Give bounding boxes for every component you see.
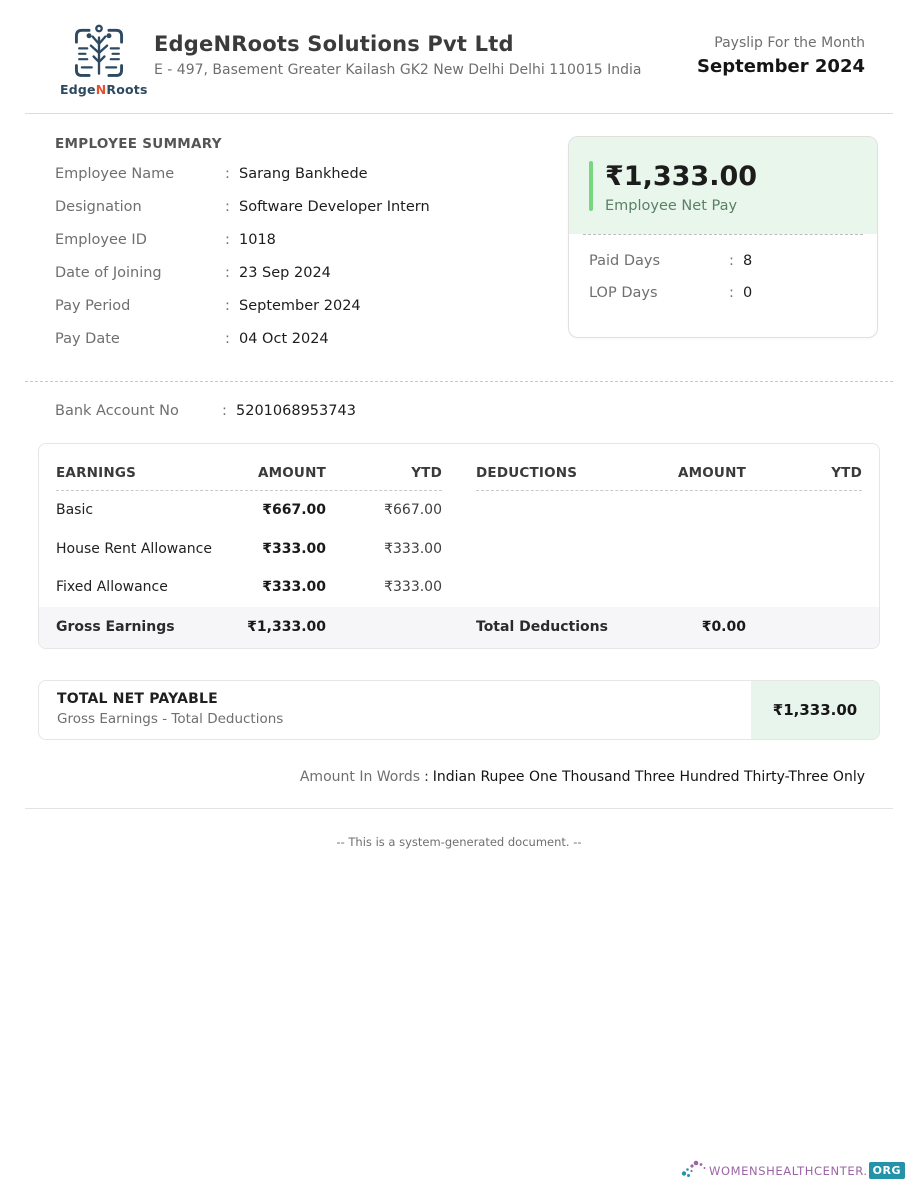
- column-header: YTD: [831, 465, 862, 481]
- separator: :: [225, 298, 230, 314]
- earning-name: Basic: [56, 502, 94, 519]
- deductions-header-row: [476, 460, 862, 486]
- employee-summary-title: EMPLOYEE SUMMARY: [55, 136, 222, 152]
- column-header: AMOUNT: [257, 465, 326, 481]
- earning-ytd: ₹333.00: [384, 579, 442, 596]
- total-net-payable-title: TOTAL NET PAYABLE: [57, 690, 218, 707]
- column-header: EARNINGS: [56, 465, 137, 481]
- summary-row-designation: [55, 199, 568, 232]
- amount-in-words-value: Indian Rupee One Thousand Three Hundred Thirty-Three Only: [432, 768, 865, 785]
- field-value: Sarang Bankhede: [239, 166, 368, 182]
- earning-name: Fixed Allowance: [56, 579, 168, 596]
- summary-row-pay-period: [55, 298, 568, 331]
- total-deductions-total: [459, 619, 879, 635]
- total-label: Total Deductions: [476, 619, 608, 635]
- separator: :: [225, 331, 230, 347]
- payslip-period: [697, 24, 865, 77]
- column-header: AMOUNT: [677, 465, 746, 481]
- company-name: EdgeNRoots Solutions Pvt Ltd: [154, 32, 514, 56]
- field-label: Employee ID: [55, 232, 147, 248]
- summary-row-employee-id: [55, 232, 568, 265]
- watermark: [681, 1162, 905, 1179]
- header: [0, 0, 918, 113]
- total-label: Gross Earnings: [56, 619, 175, 635]
- field-label: Employee Name: [55, 166, 175, 182]
- earning-amount: ₹333.00: [262, 540, 326, 557]
- field-value: 0: [743, 285, 753, 301]
- paid-days-row: [589, 253, 857, 285]
- deductions-table: [459, 460, 879, 607]
- payslip-month: September 2024: [697, 56, 865, 77]
- summary-row-pay-date: [55, 331, 568, 364]
- earnings-header-row: [56, 460, 442, 486]
- total-net-payable-subtitle: Gross Earnings - Total Deductions: [57, 710, 284, 727]
- net-pay-caption: Employee Net Pay: [605, 198, 738, 214]
- field-label: LOP Days: [589, 285, 658, 301]
- field-label: Bank Account No: [55, 403, 179, 419]
- field-label: Date of Joining: [55, 265, 162, 281]
- company-logo-icon: [70, 24, 128, 80]
- watermark-site-name: WOMENSHEALTHCENTER.: [709, 1163, 868, 1178]
- net-pay-card: [568, 136, 878, 338]
- summary-section: [0, 114, 918, 364]
- field-value: 1018: [239, 232, 276, 248]
- net-pay-amount: ₹1,333.00: [605, 161, 758, 192]
- field-value: 04 Oct 2024: [239, 331, 329, 347]
- total-amount: ₹1,333.00: [247, 619, 326, 635]
- earning-ytd: ₹667.00: [384, 502, 442, 519]
- total-net-payable-amount: ₹1,333.00: [751, 681, 879, 739]
- net-pay-highlight: [569, 137, 877, 234]
- earnings-table: [39, 460, 459, 607]
- column-header: DEDUCTIONS: [476, 465, 578, 481]
- table-row: [56, 568, 442, 607]
- company-logo: [60, 24, 148, 97]
- field-label: Pay Period: [55, 298, 131, 314]
- bank-account-number: 5201068953743: [236, 403, 356, 419]
- separator: :: [225, 265, 230, 281]
- gross-earnings-total: [39, 619, 459, 635]
- total-net-payable-info: [39, 681, 751, 739]
- net-pay-days: [569, 235, 877, 337]
- separator: :: [225, 199, 230, 215]
- field-label: Paid Days: [589, 253, 661, 269]
- table-row: [56, 530, 442, 569]
- table-totals-row: [39, 607, 879, 648]
- field-value: 23 Sep 2024: [239, 265, 331, 281]
- field-value: Software Developer Intern: [239, 199, 430, 215]
- footer-divider: [25, 808, 893, 809]
- bank-account-row: [0, 382, 918, 419]
- logo-wordmark: EdgeNRoots: [60, 82, 148, 97]
- net-pay-accent-bar: [589, 161, 593, 211]
- field-label: Pay Date: [55, 331, 120, 347]
- separator: :: [424, 768, 429, 785]
- field-value: 8: [743, 253, 753, 269]
- amount-in-words-row: [53, 769, 865, 785]
- earning-amount: ₹667.00: [262, 502, 326, 519]
- table-row: [56, 491, 442, 530]
- summary-row-employee-name: [55, 166, 568, 199]
- separator: :: [222, 403, 227, 419]
- amount-in-words-label: Amount In Words: [299, 768, 421, 785]
- company-info: [154, 24, 641, 78]
- total-net-payable-box: [38, 680, 880, 740]
- earnings-deductions-table: [38, 443, 880, 649]
- separator: :: [729, 285, 734, 301]
- summary-row-date-of-joining: [55, 265, 568, 298]
- deductions-empty-body: [476, 491, 862, 607]
- earning-ytd: ₹333.00: [384, 540, 442, 557]
- system-generated-note: -- This is a system-generated document. --: [336, 834, 582, 849]
- earning-name: House Rent Allowance: [56, 540, 212, 557]
- company-address: E - 497, Basement Greater Kailash GK2 New Delhi Delhi 110015 India: [154, 62, 642, 78]
- separator: :: [225, 166, 230, 182]
- employee-summary: [55, 136, 568, 364]
- payslip-label: Payslip For the Month: [714, 35, 865, 51]
- separator: :: [225, 232, 230, 248]
- watermark-dots-icon: [681, 1159, 707, 1179]
- earning-amount: ₹333.00: [262, 579, 326, 596]
- separator: :: [729, 253, 734, 269]
- field-value: September 2024: [239, 298, 361, 314]
- field-label: Designation: [55, 199, 142, 215]
- lop-days-row: [589, 285, 857, 317]
- total-amount: ₹0.00: [701, 619, 746, 635]
- watermark-org-badge: ORG: [869, 1162, 905, 1179]
- column-header: YTD: [411, 465, 442, 481]
